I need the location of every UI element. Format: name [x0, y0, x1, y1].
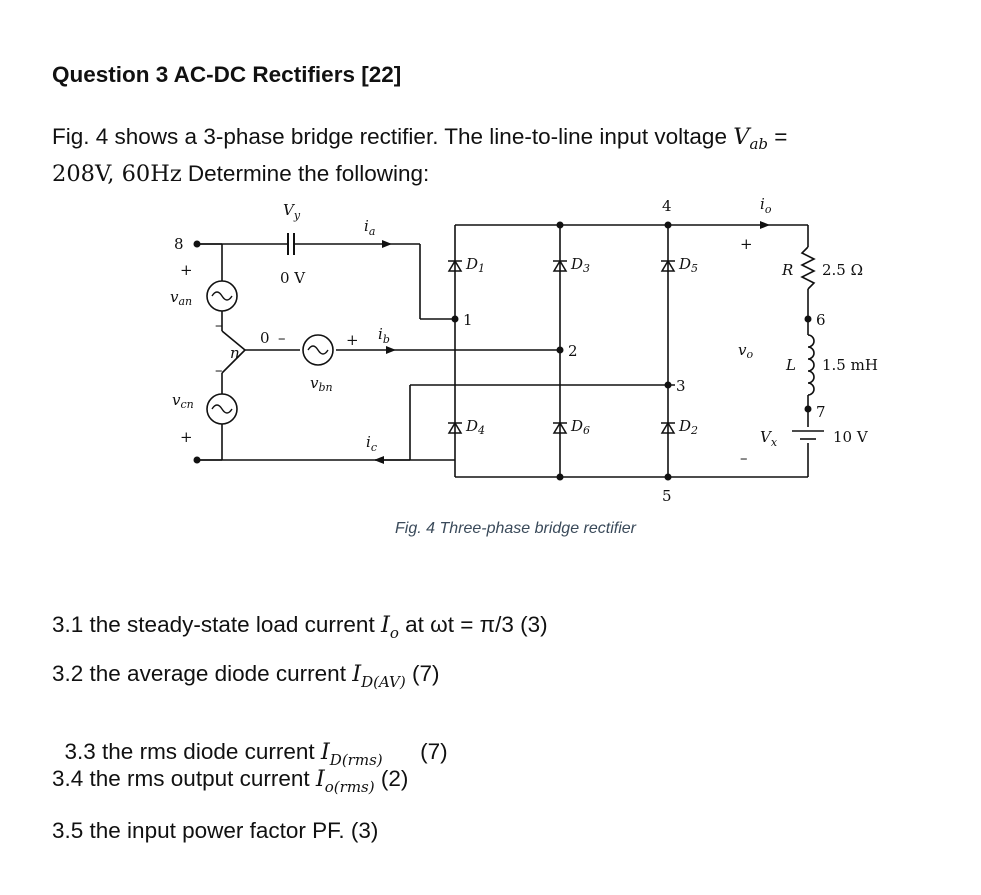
node-dot-6 — [805, 316, 812, 323]
arrow-ia — [382, 240, 392, 248]
label-0v: 0 V — [280, 269, 306, 287]
question-text: 3.1 the steady-state load current — [52, 612, 381, 637]
question-3-5 — [52, 818, 378, 844]
label-plus-cn: + — [180, 428, 193, 446]
label-zero: 0 — [260, 329, 270, 347]
label-vy: $V_y$ — [283, 201, 301, 222]
question-var: I — [320, 739, 330, 765]
node-dot-4b — [665, 222, 672, 229]
label-node-5: 5 — [662, 487, 672, 505]
equals-sign: = — [768, 124, 788, 149]
node-dot-4 — [557, 222, 564, 229]
label-node-6: 6 — [816, 311, 826, 329]
vab-subscript: ab — [749, 135, 769, 153]
label-minus-vo: – — [740, 449, 748, 467]
voltage-value: 208V, 60Hz — [52, 161, 182, 187]
question-3-2 — [52, 661, 440, 691]
question-text: 3.5 the input power factor PF. (3) — [52, 818, 379, 843]
label-l-value: 1.5 mH — [822, 356, 878, 374]
label-node-3: 3 — [676, 377, 686, 395]
question-heading: Question 3 AC-DC Rectifiers [22] — [52, 62, 402, 87]
node-dot-5b — [557, 474, 564, 481]
label-vbn: $v_{bn}$ — [310, 374, 333, 394]
label-ib: $i_b$ — [378, 325, 390, 346]
label-node-8: 8 — [174, 235, 184, 253]
label-vx: $V_x$ — [760, 428, 778, 449]
label-plus-bn: + — [346, 331, 359, 349]
label-d6: $D_6$ — [571, 417, 591, 437]
question-sub: o — [389, 624, 399, 642]
label-ia: $i_a$ — [364, 217, 376, 238]
figure-caption: Fig. 4 Three-phase bridge rectifier — [395, 520, 636, 537]
label-plus-an: + — [180, 261, 193, 279]
question-var: I — [380, 612, 390, 638]
label-vx-value: 10 V — [833, 428, 868, 446]
question-3-3 — [52, 713, 448, 769]
label-d1: $D_1$ — [466, 255, 486, 275]
question-3-1 — [52, 612, 548, 642]
question-3-4 — [52, 766, 408, 796]
label-d4: $D_4$ — [466, 417, 486, 437]
label-r: R — [782, 261, 794, 279]
label-l: L — [786, 356, 796, 374]
label-d2: $D_2$ — [679, 417, 699, 437]
node-dot-5 — [665, 474, 672, 481]
label-d5: $D_5$ — [679, 255, 699, 275]
label-r-value: 2.5 Ω — [822, 261, 864, 279]
question-marks: at ωt = π/3 (3) — [398, 612, 548, 637]
label-vo: $v_o$ — [738, 341, 754, 361]
question-var: I — [352, 661, 362, 687]
capacitor-vy — [288, 233, 294, 255]
question-marks: (2) — [374, 766, 409, 791]
arrow-ic — [374, 456, 384, 464]
label-node-2: 2 — [568, 342, 578, 360]
question-sub: D(rms) — [329, 751, 383, 769]
label-ic: $i_c$ — [366, 433, 377, 454]
arrow-io — [760, 221, 770, 229]
question-sub: D(AV) — [361, 673, 406, 691]
question-sub: o(rms) — [324, 778, 375, 796]
label-n: n — [230, 344, 240, 362]
node-dot-8 — [194, 241, 201, 248]
intro-text-2: Determine the following: — [181, 161, 430, 186]
label-minus-an: – — [215, 316, 223, 334]
node-dot-3 — [665, 382, 672, 389]
label-node-7: 7 — [816, 403, 826, 421]
label-node-4: 4 — [662, 197, 672, 215]
question-text: 3.2 the average diode current — [52, 661, 353, 686]
intro-text: Fig. 4 shows a 3-phase bridge rectifier. The line-to-line input voltage — [52, 124, 734, 149]
node-dot-n — [194, 457, 201, 464]
vab-symbol: V — [733, 124, 750, 150]
question-marks: (7) — [382, 739, 448, 764]
question-var: I — [315, 766, 325, 792]
arrow-ib — [386, 346, 396, 354]
question-text: 3.3 the rms diode current — [64, 739, 321, 764]
label-plus-vo: + — [740, 235, 753, 253]
label-io: $i_o$ — [760, 195, 772, 216]
label-node-1: 1 — [463, 311, 473, 329]
label-vcn: $v_{cn}$ — [172, 391, 194, 411]
question-marks: (7) — [405, 661, 440, 686]
node-dot-1 — [452, 316, 459, 323]
rectifier-circuit-diagram — [160, 195, 880, 515]
label-minus-cn: – — [215, 361, 223, 379]
label-d3: $D_3$ — [571, 255, 591, 275]
question-text: 3.4 the rms output current — [52, 766, 316, 791]
label-van: $v_{an}$ — [170, 288, 193, 308]
node-dot-2 — [557, 347, 564, 354]
label-minus-bn: – — [278, 329, 286, 347]
intro-paragraph — [52, 122, 932, 189]
node-dot-7 — [805, 406, 812, 413]
